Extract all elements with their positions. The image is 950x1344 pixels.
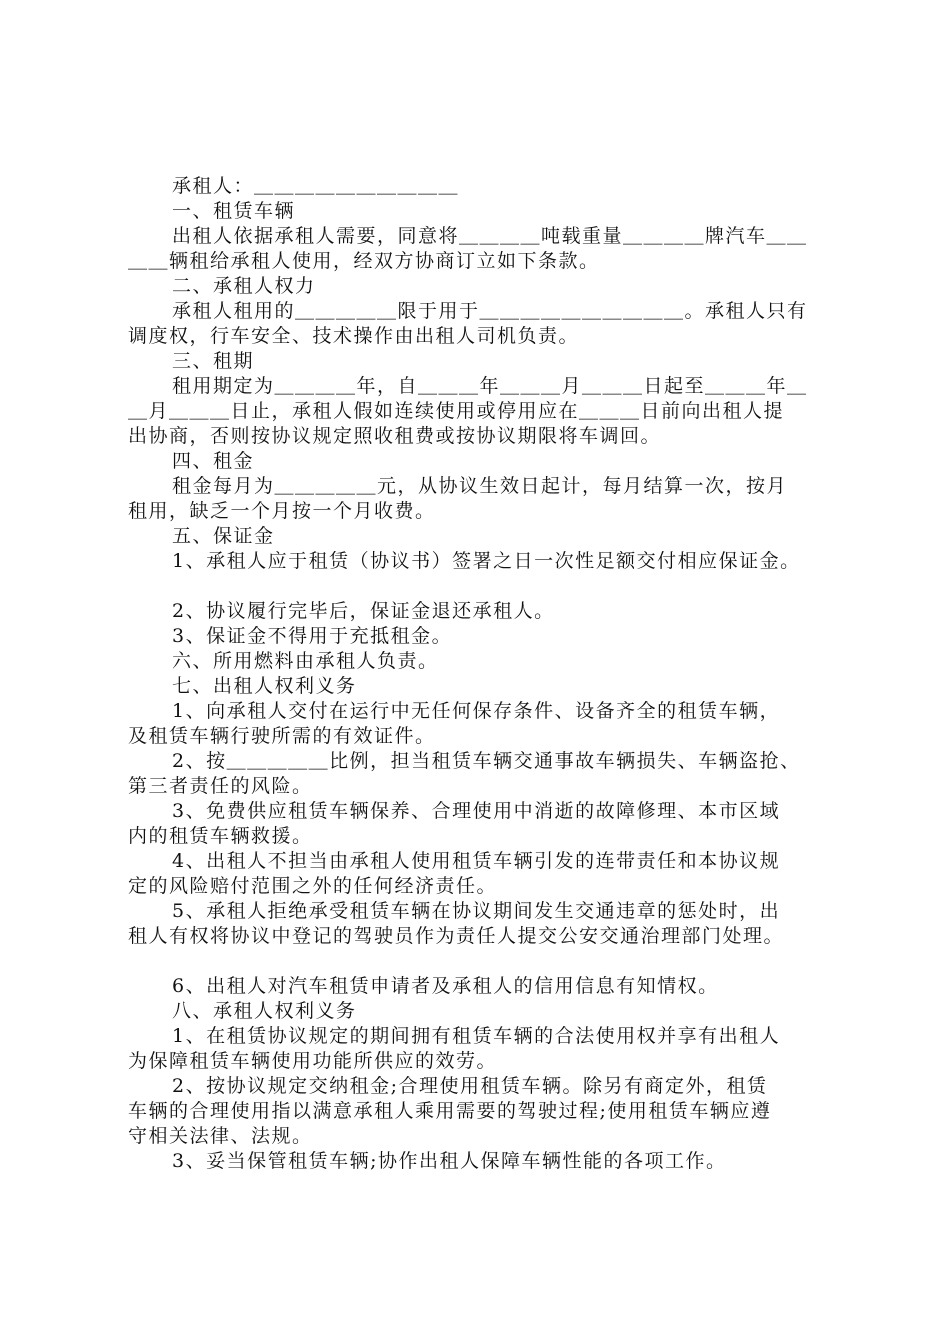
paragraph-line: 第三者责任的风险。 [128, 775, 313, 797]
section-heading: 三、租期 [172, 350, 255, 372]
paragraph-line: 及租赁车辆行驶所需的有效证件。 [128, 725, 436, 747]
section-heading: 六、所用燃料由承租人负责。 [172, 650, 439, 672]
paragraph-line: 调度权，行车安全、技术操作由出租人司机负责。 [128, 325, 580, 347]
paragraph-line: 2、按协议规定交纳租金;合理使用租赁车辆。除另有商定外，租赁 [172, 1075, 768, 1097]
paragraph-line: 4、出租人不担当由承租人使用租赁车辆引发的连带责任和本协议规 [172, 850, 781, 872]
paragraph-line: ＿＿辆租给承租人使用，经双方协商订立如下条款。 [128, 250, 600, 272]
paragraph-line: 车辆的合理使用指以满意承租人乘用需要的驾驶过程;使用租赁车辆应遵 [128, 1100, 772, 1122]
paragraph-line: 1、承租人应于租赁（协议书）签署之日一次性足额交付相应保证金。 [172, 550, 801, 572]
paragraph-line: ＿月＿＿＿日止，承租人假如连续使用或停用应在＿＿＿日前向出租人提 [128, 400, 785, 422]
blank-line [128, 574, 836, 599]
paragraph-line: 租人有权将协议中登记的驾驶员作为责任人提交公安交通治理部门处理。 [128, 925, 785, 947]
section-heading: 二、承租人权力 [172, 275, 316, 297]
paragraph-line: 租金每月为＿＿＿＿＿元，从协议生效日起计，每月结算一次，按月 [172, 475, 788, 497]
paragraph-line: 1、向承租人交付在运行中无任何保存条件、设备齐全的租赁车辆， [172, 700, 781, 722]
section-heading: 四、租金 [172, 450, 255, 472]
paragraph-line: 内的租赁车辆救援。 [128, 825, 313, 847]
paragraph-line: 3、免费供应租赁车辆保养、合理使用中消逝的故障修理、本市区域 [172, 800, 781, 822]
section-heading: 一、租赁车辆 [172, 200, 296, 222]
paragraph-line: 承租人租用的＿＿＿＿＿限于用于＿＿＿＿＿＿＿＿＿＿。承租人只有 [172, 300, 808, 322]
paragraph-line: 出租人依据承租人需要，同意将＿＿＿＿吨载重量＿＿＿＿牌汽车＿＿ [172, 225, 808, 247]
paragraph-line: 为保障租赁车辆使用功能所供应的效劳。 [128, 1050, 498, 1072]
paragraph-line: 6、出租人对汽车租赁申请者及承租人的信用信息有知情权。 [172, 975, 719, 997]
paragraph-line: 1、在租赁协议规定的期间拥有租赁车辆的合法使用权并享有出租人 [172, 1025, 781, 1047]
section-heading: 五、保证金 [172, 525, 275, 547]
paragraph-line: 3、保证金不得用于充抵租金。 [172, 625, 453, 647]
blank-line [128, 949, 836, 974]
paragraph-line: 3、妥当保管租赁车辆;协作出租人保障车辆性能的各项工作。 [172, 1150, 727, 1172]
section-heading: 七、出租人权利义务 [172, 675, 357, 697]
paragraph-line: 出协商，否则按协议规定照收租费或按协议期限将车调回。 [128, 425, 662, 447]
paragraph-line: 租用期定为＿＿＿＿年，自＿＿＿年＿＿＿月＿＿＿日起至＿＿＿年＿ [172, 375, 808, 397]
section-heading: 八、承租人权利义务 [172, 1000, 357, 1022]
paragraph-line: 2、按＿＿＿＿＿比例，担当租赁车辆交通事故车辆损失、车辆盗抢、 [172, 750, 801, 772]
paragraph-line: 5、承租人拒绝承受租赁车辆在协议期间发生交通违章的惩处时，出 [172, 900, 781, 922]
paragraph-line: 守相关法律、法规。 [128, 1125, 313, 1147]
paragraph-line: 租用，缺乏一个月按一个月收费。 [128, 500, 436, 522]
paragraph-line: 定的风险赔付范围之外的任何经济责任。 [128, 875, 498, 897]
lessee-line: 承租人：＿＿＿＿＿＿＿＿＿＿ [172, 175, 460, 197]
contract-body [128, 174, 836, 1174]
paragraph-line: 2、协议履行完毕后，保证金退还承租人。 [172, 600, 555, 622]
